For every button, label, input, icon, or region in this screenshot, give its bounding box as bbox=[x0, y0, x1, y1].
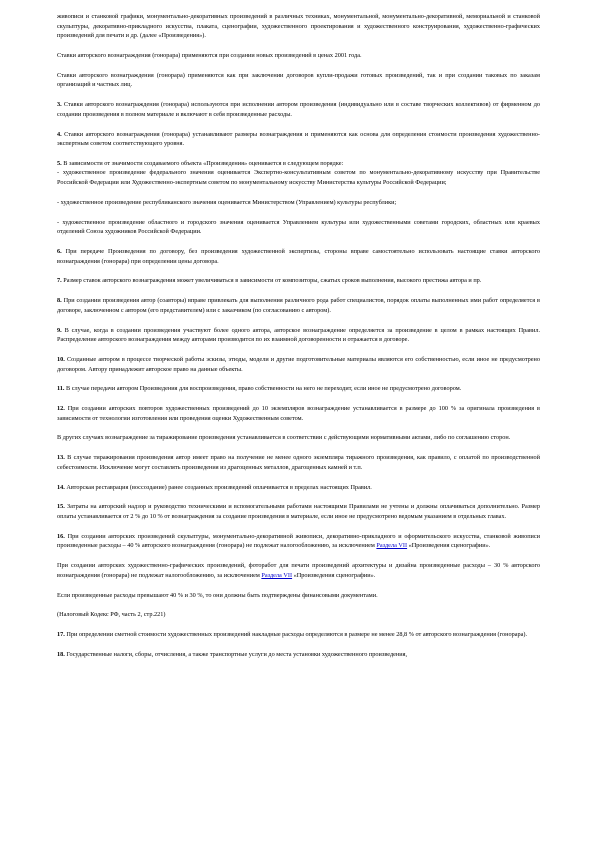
paragraph-p-2001 bbox=[57, 51, 540, 61]
paragraph-number: 12. bbox=[57, 405, 65, 413]
paragraph-text: Созданные автором в процессе творческой работы эскизы, этюды, модели и другие подготовительные материалы являются его собственностью, если иное не предусмотрено договором. Автору принадлежит авторское право на данные объекты. bbox=[57, 355, 541, 373]
paragraph-p10 bbox=[57, 355, 540, 374]
paragraph-number: 7. bbox=[57, 277, 62, 285]
paragraph-p13 bbox=[57, 453, 540, 472]
paragraph-number: 11. bbox=[57, 385, 65, 393]
paragraph-text: Если произведенные расходы превышают 40 % и 30 %, то они должны быть подтверждены финансовыми документами. bbox=[57, 591, 378, 599]
paragraph-number: 18. bbox=[57, 650, 65, 658]
paragraph-p9 bbox=[57, 326, 540, 345]
paragraph-text: В зависимости от значимости создаваемого объекта «Произведения» оценивается в следующем порядке: bbox=[63, 159, 344, 167]
paragraph-number: 5. bbox=[57, 159, 62, 167]
paragraph-number: 13. bbox=[57, 454, 65, 462]
paragraph-p4 bbox=[57, 130, 540, 149]
paragraph-p6 bbox=[57, 247, 540, 266]
paragraph-p17 bbox=[57, 630, 540, 640]
paragraph-text: При создании произведения автор (соавторы) вправе привлекать для выполнения различного рода работ специалистов, порядок оплаты выполненных ими работ определяется в договоре, заключенном с автором (его представителем) или с заказчиком (по согласованию с автором). bbox=[57, 297, 540, 314]
paragraph-number: 10. bbox=[57, 355, 65, 363]
paragraph-text: В случае передачи автором Произведения для воспроизведения, право собственности на него не переходит, если иное не предусмотрено договором. bbox=[66, 385, 462, 393]
paragraph-text: Ставки авторского вознаграждения (гонорара) устанавливают размеры вознаграждения и применяются как основа для определения стоимости произведения художественно-экспертным советом соответствующего уровня. bbox=[57, 130, 541, 148]
paragraph-text: живописи и станковой графики, монументально-декоративных произведений в различных техниках, монументальной, монументально-декоративной, мемориальной и станковой скульптуры, декоративно-прикладного искусства, плаката, сценографии, художественного проектирования и художественного конструирования, художественно-графических произведений для печати и др. (далее «Произведения»). bbox=[57, 13, 540, 40]
paragraph-p16-c bbox=[57, 591, 540, 601]
paragraph-p16 bbox=[57, 532, 540, 551]
paragraph-text: При передаче Произведения по договору, без произведения художественной экспертизы, стороны вправе самостоятельно использовать настоящие ставки авторского вознаграждения (гонорара) при определении цены договора. bbox=[57, 248, 540, 265]
paragraph-p16-d bbox=[57, 610, 540, 620]
paragraph-p15 bbox=[57, 502, 540, 521]
paragraph-text: В других случаях вознаграждение за тиражирование произведения устанавливается в соответствии с действующими нормативными актами, либо по соглашению сторон. bbox=[57, 434, 511, 442]
paragraph-p12 bbox=[57, 404, 540, 423]
paragraph-text: Ставки авторского вознаграждения (гонорара) применяются при создании новых произведений в ценах 2001 года. bbox=[57, 51, 362, 59]
paragraph-number: 6. bbox=[57, 248, 62, 255]
paragraph-p5-c bbox=[57, 218, 540, 237]
paragraph-number: 16. bbox=[57, 532, 65, 540]
paragraph-p8 bbox=[57, 296, 540, 315]
paragraph-p3 bbox=[57, 100, 540, 119]
paragraph-p14 bbox=[57, 483, 540, 493]
paragraph-p16-b bbox=[57, 561, 540, 580]
paragraph-text-after-link: «Произведения сценографии». bbox=[292, 571, 376, 579]
paragraph-number: 3. bbox=[57, 101, 62, 109]
paragraph-p-intro bbox=[57, 12, 540, 41]
paragraph-text: - художественное произведение федерального значения оценивается Экспертно-консультативным советом по монументально-декоративному искусству при Правительстве Российской Федерации или Художественно-экспертным советом по монументальному искусству Министерства культуры Российской Федерации; bbox=[57, 169, 540, 187]
paragraph-text-before-link: При создании авторских произведений скульптуры, монументально-декоративной живописи, декоративно-прикладного и оформительского искусства, станковой живописи произведенные расходы – 40 % авторского вознаграждения (гонорара) не подлежат налогообложению, за исключением bbox=[57, 532, 541, 550]
paragraph-text: Ставки авторского вознаграждения (гонорара) применяются как при заключении договоров купли-продажи готовых произведений, так и при создании таковых по заказам организаций и частных лиц. bbox=[57, 71, 540, 89]
paragraph-text: Государственные налоги, сборы, отчисления, а также транспортные услуги до места установки художественного произведения, bbox=[66, 650, 408, 658]
paragraph-text: - художественное произведение республиканского значения оценивается Министерством (Управлением) культуры республики; bbox=[57, 198, 397, 206]
paragraph-text: Затраты на авторский надзор и руководство техническими и вспомогательными работами настоящими Правилами не учтены и должны оплачиваться дополнительно. Размер оплаты устанавливается от 2 % до 10 % от вознаграждения за создание произведения в материале, если иное не предусмотрено ведомым указанием в отдельных главах. bbox=[57, 503, 541, 520]
paragraph-text: При определении сметной стоимости художественных произведений накладные расходы определяются в размере не менее 28,8 % от авторского вознаграждения (гонорара). bbox=[66, 631, 528, 639]
section-vii-link[interactable]: Раздела VII bbox=[376, 542, 408, 550]
paragraph-p5-a bbox=[57, 168, 540, 187]
paragraph-text-after-link: «Произведения сценографии». bbox=[407, 542, 491, 550]
paragraph-number: 4. bbox=[57, 130, 62, 138]
paragraph-p12-b bbox=[57, 433, 540, 443]
paragraph-p7 bbox=[57, 276, 540, 286]
paragraph-text: Размер ставок авторского вознаграждения может увеличиваться в зависимости от композиторы, сжатых сроков выполнения, высокого престижа автора и пр. bbox=[63, 277, 482, 285]
paragraph-p5 bbox=[57, 159, 540, 169]
paragraph-p-purchase bbox=[57, 71, 540, 90]
paragraph-number: 8. bbox=[57, 297, 62, 305]
paragraph-p18 bbox=[57, 650, 540, 660]
paragraph-text: (Налоговый Кодекс РФ, часть 2, стр.221) bbox=[57, 611, 166, 619]
paragraph-text: В случае тиражирования произведения автор имеет право на получение не менее одного экземпляра тиражного произведения, как правило, с оплатой по производственной себестоимости. Исключение могут составлять произведения из драгоценных металлов, драгоценных камней и т.п. bbox=[57, 454, 541, 471]
paragraph-text: Авторская реставрация (воссоздание) ранее созданных произведений оплачивается в пределах настоящих Правил. bbox=[66, 483, 372, 491]
paragraph-text-before-link: При создании авторских художественно-графических произведений, фоторабот для печати произведений архитектуры и дизайна произведенные расходы – 30 % авторского вознаграждения (гонорара) не подлежат налогообложению, за исключением bbox=[57, 562, 540, 579]
paragraph-text: При создании авторских повторов художественных произведений до 10 экземпляров вознаграждение устанавливается в размере до 100 % за оригинала произведения в зависимости от технологии изготовления или проведения оценки Художественным советом. bbox=[57, 405, 541, 422]
paragraph-text: - художественное произведение областного и городского значения оценивается Управлением культуры или художественными советами городских, областных или краевых отделений Союза художников Российской Федерации. bbox=[57, 218, 540, 236]
paragraph-number: 9. bbox=[57, 326, 62, 334]
section-vii-link[interactable]: Раздела VII bbox=[261, 571, 293, 579]
paragraph-text: В случае, когда в создании произведения участвуют более одного автора, авторское вознаграждение определяется за произведение в целом в рамках настоящих Правил. Распределение авторского вознаграждения между авторами производится по их взаимной договоренности и отражается в договоре. bbox=[57, 326, 541, 344]
paragraph-p11 bbox=[57, 384, 540, 394]
paragraph-number: 15. bbox=[57, 503, 65, 511]
paragraph-number: 17. bbox=[57, 631, 65, 639]
paragraph-number: 14. bbox=[57, 483, 65, 491]
paragraph-p5-b bbox=[57, 198, 540, 208]
paragraph-text: Ставки авторского вознаграждения (гонорара) используются при исполнении автором произведения (индивидуально или в составе творческих коллективов) от фирменном до создании произведения в полном материале и включают в себя произведенные расходы. bbox=[57, 101, 540, 118]
